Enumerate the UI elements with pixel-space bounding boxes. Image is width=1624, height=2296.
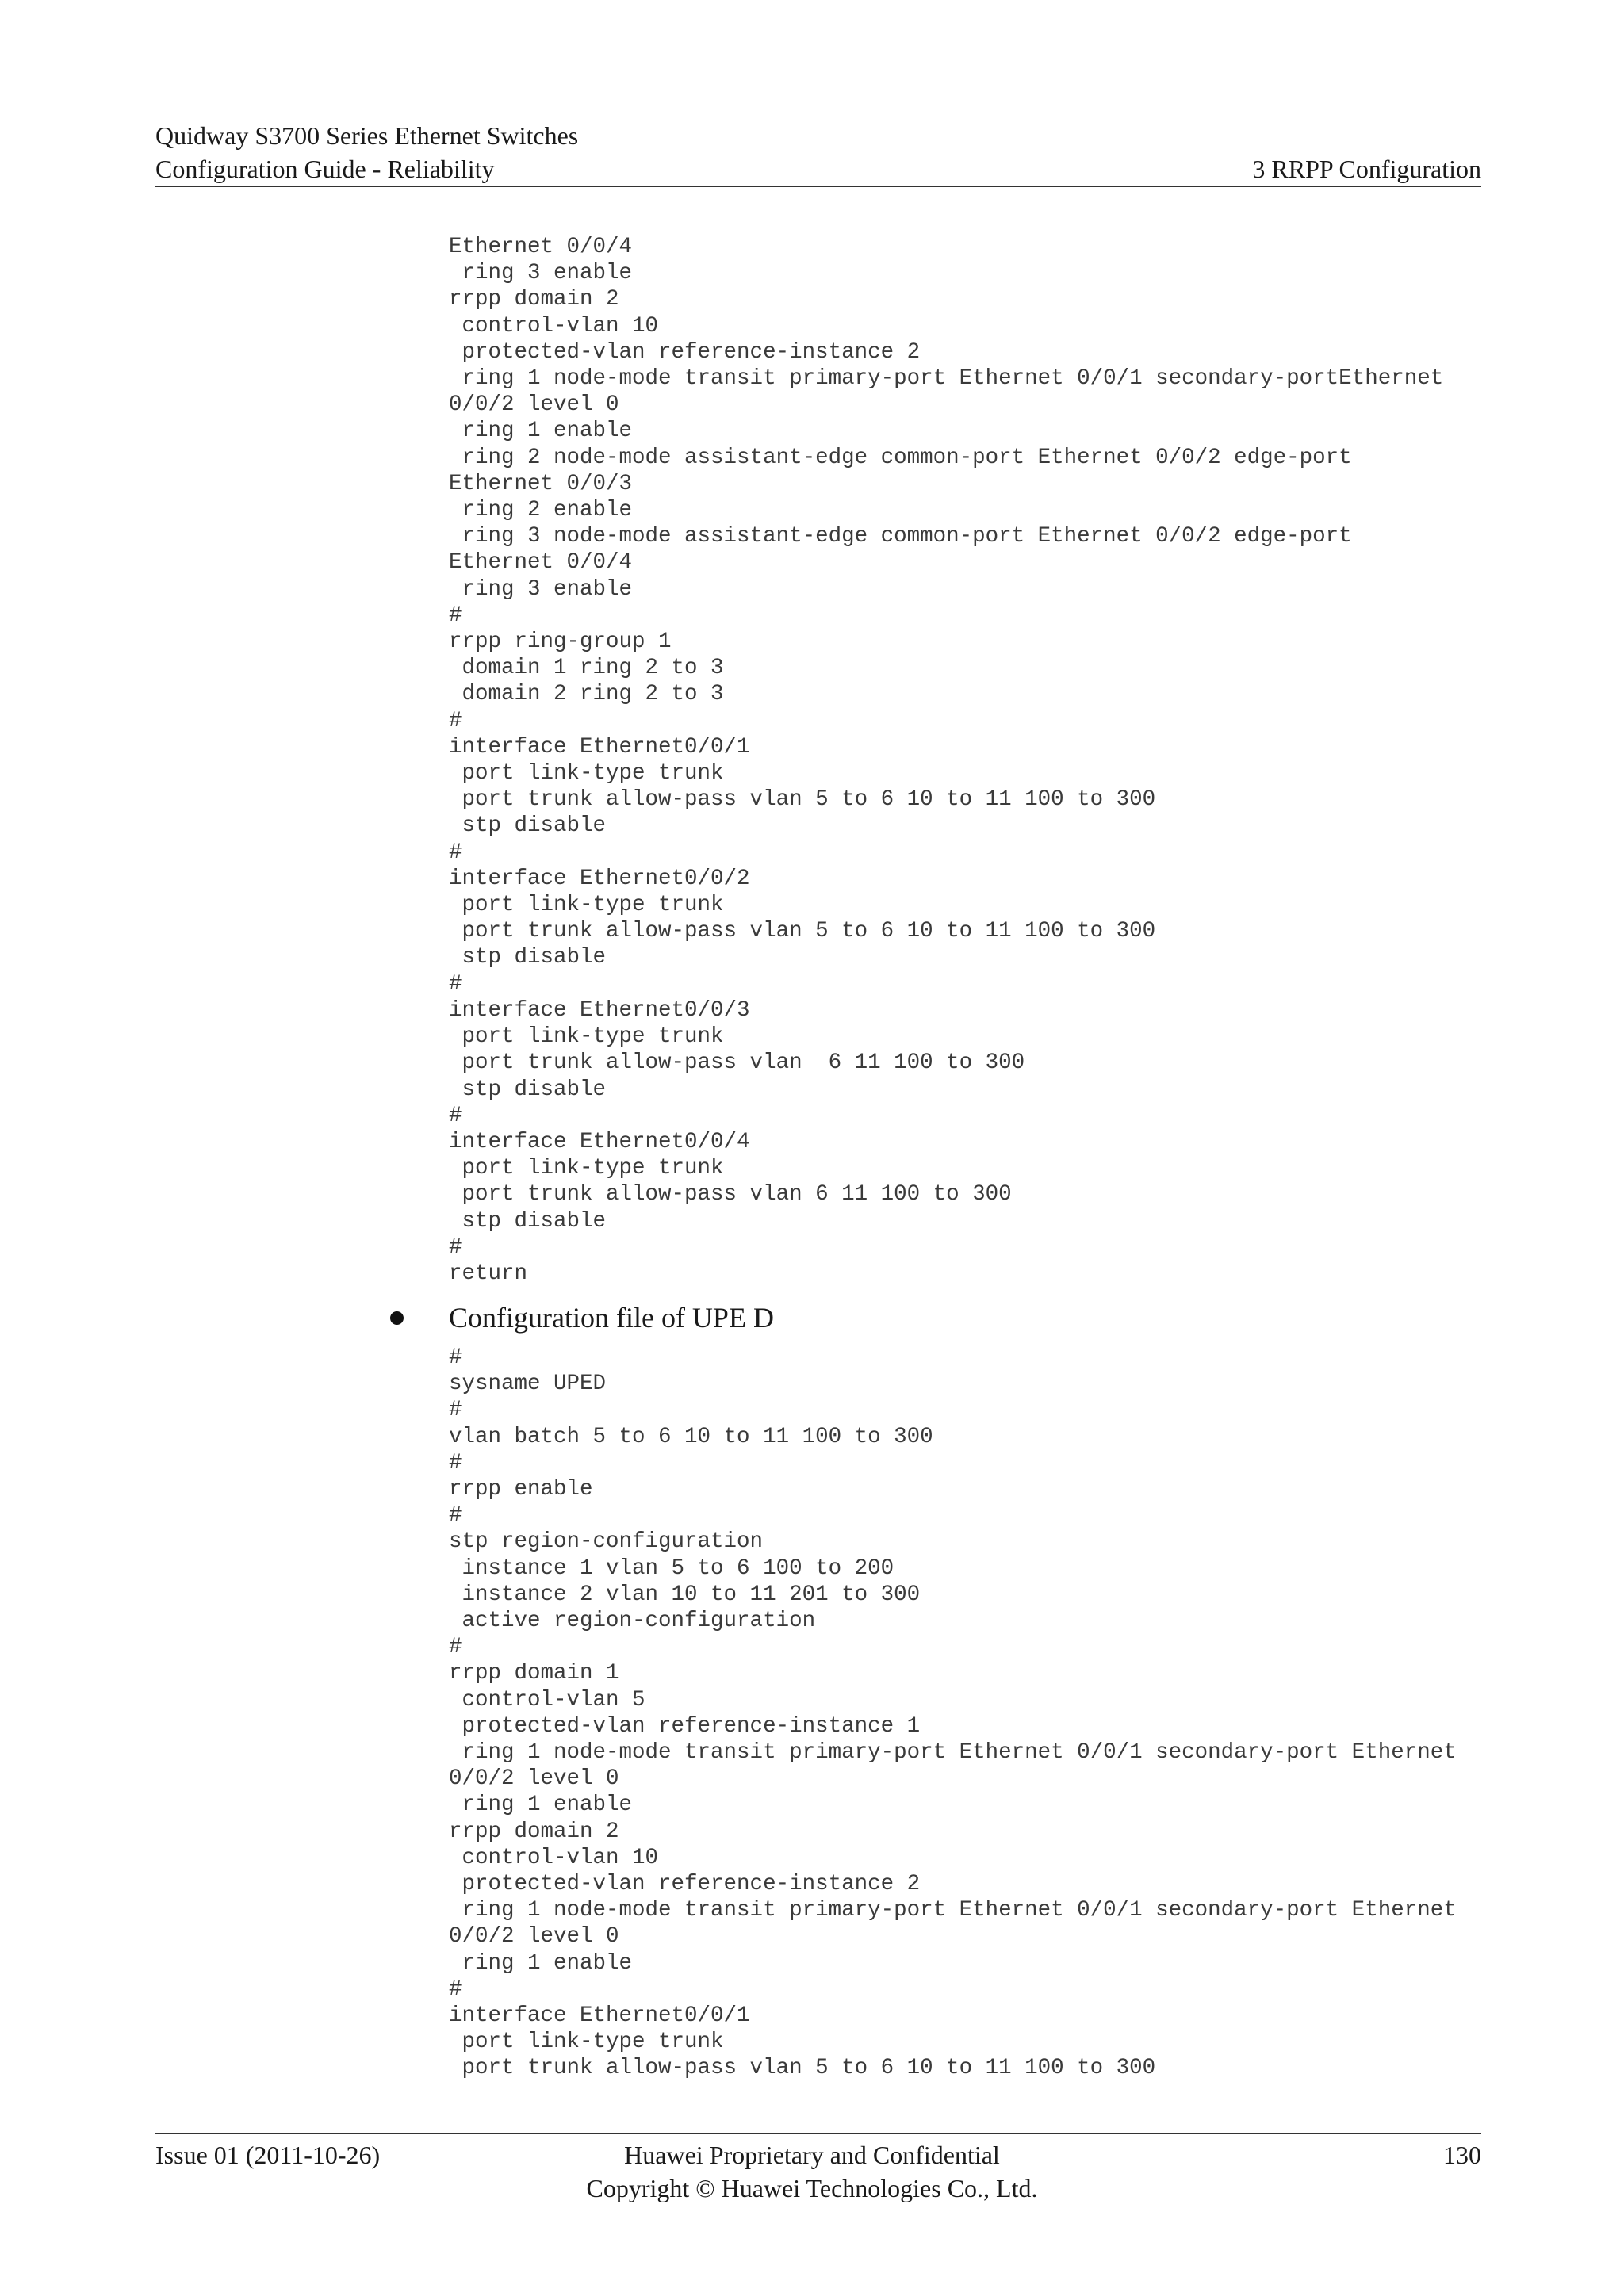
code-line: domain 2 ring 2 to 3	[449, 682, 724, 707]
header-guide-title: Configuration Guide - Reliability	[155, 155, 495, 183]
code-line: port link-type trunk	[449, 1024, 724, 1050]
code-line: port link-type trunk	[449, 1156, 724, 1181]
code-line: sysname UPED	[449, 1372, 607, 1397]
code-line: ring 3 node-mode assistant-edge common-port Ethernet 0/0/2 edge-port	[449, 524, 1352, 549]
code-line: interface Ethernet0/0/2	[449, 866, 750, 891]
code-line: #	[449, 603, 462, 628]
code-line: domain 1 ring 2 to 3	[449, 656, 724, 681]
code-line: port trunk allow-pass vlan 5 to 6 10 to 11 100 to 300	[449, 919, 1156, 944]
code-line: vlan batch 5 to 6 10 to 11 100 to 300	[449, 1424, 933, 1449]
code-line: ring 3 enable	[449, 261, 633, 286]
code-line: ring 2 enable	[449, 498, 633, 523]
code-line: port link-type trunk	[449, 893, 724, 918]
bullet-icon	[390, 1311, 404, 1325]
code-line: #	[449, 1976, 462, 2002]
code-line: rrpp domain 2	[449, 1819, 619, 1844]
footer-page-number: 130	[1443, 2141, 1481, 2169]
code-block-upe-d-configuration	[449, 1345, 1457, 2082]
header-product-title: Quidway S3700 Series Ethernet Switches	[155, 121, 579, 150]
code-line: stp disable	[449, 1077, 607, 1102]
code-line: protected-vlan reference-instance 2	[449, 1872, 921, 1897]
code-line: Ethernet 0/0/3	[449, 471, 633, 496]
code-line: port link-type trunk	[449, 2030, 724, 2055]
code-line: ring 1 enable	[449, 1950, 633, 1976]
code-line: interface Ethernet0/0/1	[449, 734, 750, 760]
code-line: port trunk allow-pass vlan 6 11 100 to 300	[449, 1182, 1012, 1207]
code-line: #	[449, 1398, 462, 1423]
code-line: Ethernet 0/0/4	[449, 235, 633, 259]
code-line: rrpp ring-group 1	[449, 629, 672, 655]
code-line: ring 2 node-mode assistant-edge common-port Ethernet 0/0/2 edge-port	[449, 445, 1352, 470]
code-line: ring 1 enable	[449, 1793, 633, 1818]
code-line: interface Ethernet0/0/4	[449, 1129, 750, 1154]
code-line: instance 1 vlan 5 to 6 100 to 200	[449, 1556, 894, 1581]
code-line: interface Ethernet0/0/1	[449, 2003, 750, 2029]
code-line: 0/0/2 level 0	[449, 1766, 619, 1792]
code-line: port trunk allow-pass vlan 5 to 6 10 to 11 100 to 300	[449, 787, 1156, 813]
code-block-configuration-continued	[449, 234, 1443, 1287]
code-line: 0/0/2 level 0	[449, 1924, 619, 1950]
footer-rule	[155, 2133, 1481, 2134]
code-line: stp disable	[449, 813, 607, 839]
code-line: #	[449, 1450, 462, 1475]
code-line: ring 1 node-mode transit primary-port Ethernet 0/0/1 secondary-port Ethernet	[449, 1898, 1457, 1923]
code-line: #	[449, 1635, 462, 1660]
code-line: #	[449, 971, 462, 997]
code-line: 0/0/2 level 0	[449, 392, 619, 418]
code-line: port trunk allow-pass vlan 6 11 100 to 300	[449, 1050, 1025, 1076]
code-line: #	[449, 840, 462, 865]
code-line: instance 2 vlan 10 to 11 201 to 300	[449, 1582, 921, 1607]
footer-issue: Issue 01 (2011-10-26)	[155, 2141, 381, 2169]
code-line: port trunk allow-pass vlan 5 to 6 10 to 11 100 to 300	[449, 2056, 1156, 2081]
code-line: stp region-configuration	[449, 1529, 764, 1555]
code-line: #	[449, 708, 462, 733]
footer-confidential: Huawei Proprietary and Confidential	[624, 2141, 1000, 2169]
bullet-item-label: Configuration file of UPE D	[449, 1302, 774, 1334]
code-line: control-vlan 10	[449, 1845, 659, 1870]
code-line: ring 1 node-mode transit primary-port Ethernet 0/0/1 secondary-portEthernet	[449, 366, 1444, 392]
code-line: protected-vlan reference-instance 2	[449, 339, 921, 365]
header-chapter-title: 3 RRPP Configuration	[1252, 155, 1481, 183]
header-rule	[155, 186, 1481, 187]
code-line: ring 3 enable	[449, 576, 633, 602]
code-line: stp disable	[449, 945, 607, 970]
code-line: #	[449, 1234, 462, 1260]
code-line: control-vlan 10	[449, 313, 659, 339]
code-line: protected-vlan reference-instance 1	[449, 1713, 921, 1739]
code-line: control-vlan 5	[449, 1687, 645, 1712]
code-line: port link-type trunk	[449, 761, 724, 786]
code-line: ring 1 node-mode transit primary-port Ethernet 0/0/1 secondary-port Ethernet	[449, 1740, 1457, 1766]
code-line: #	[449, 1503, 462, 1529]
code-line: #	[449, 1345, 462, 1370]
code-line: stp disable	[449, 1208, 607, 1234]
footer-copyright: Copyright © Huawei Technologies Co., Ltd.	[586, 2174, 1038, 2202]
code-line: rrpp enable	[449, 1477, 593, 1502]
code-line: return	[449, 1261, 528, 1286]
code-line: rrpp domain 2	[449, 287, 619, 312]
code-line: interface Ethernet0/0/3	[449, 997, 750, 1023]
code-line: #	[449, 1103, 462, 1128]
code-line: ring 1 enable	[449, 419, 633, 444]
code-line: Ethernet 0/0/4	[449, 550, 633, 576]
code-line: rrpp domain 1	[449, 1661, 619, 1686]
code-line: active region-configuration	[449, 1609, 816, 1634]
